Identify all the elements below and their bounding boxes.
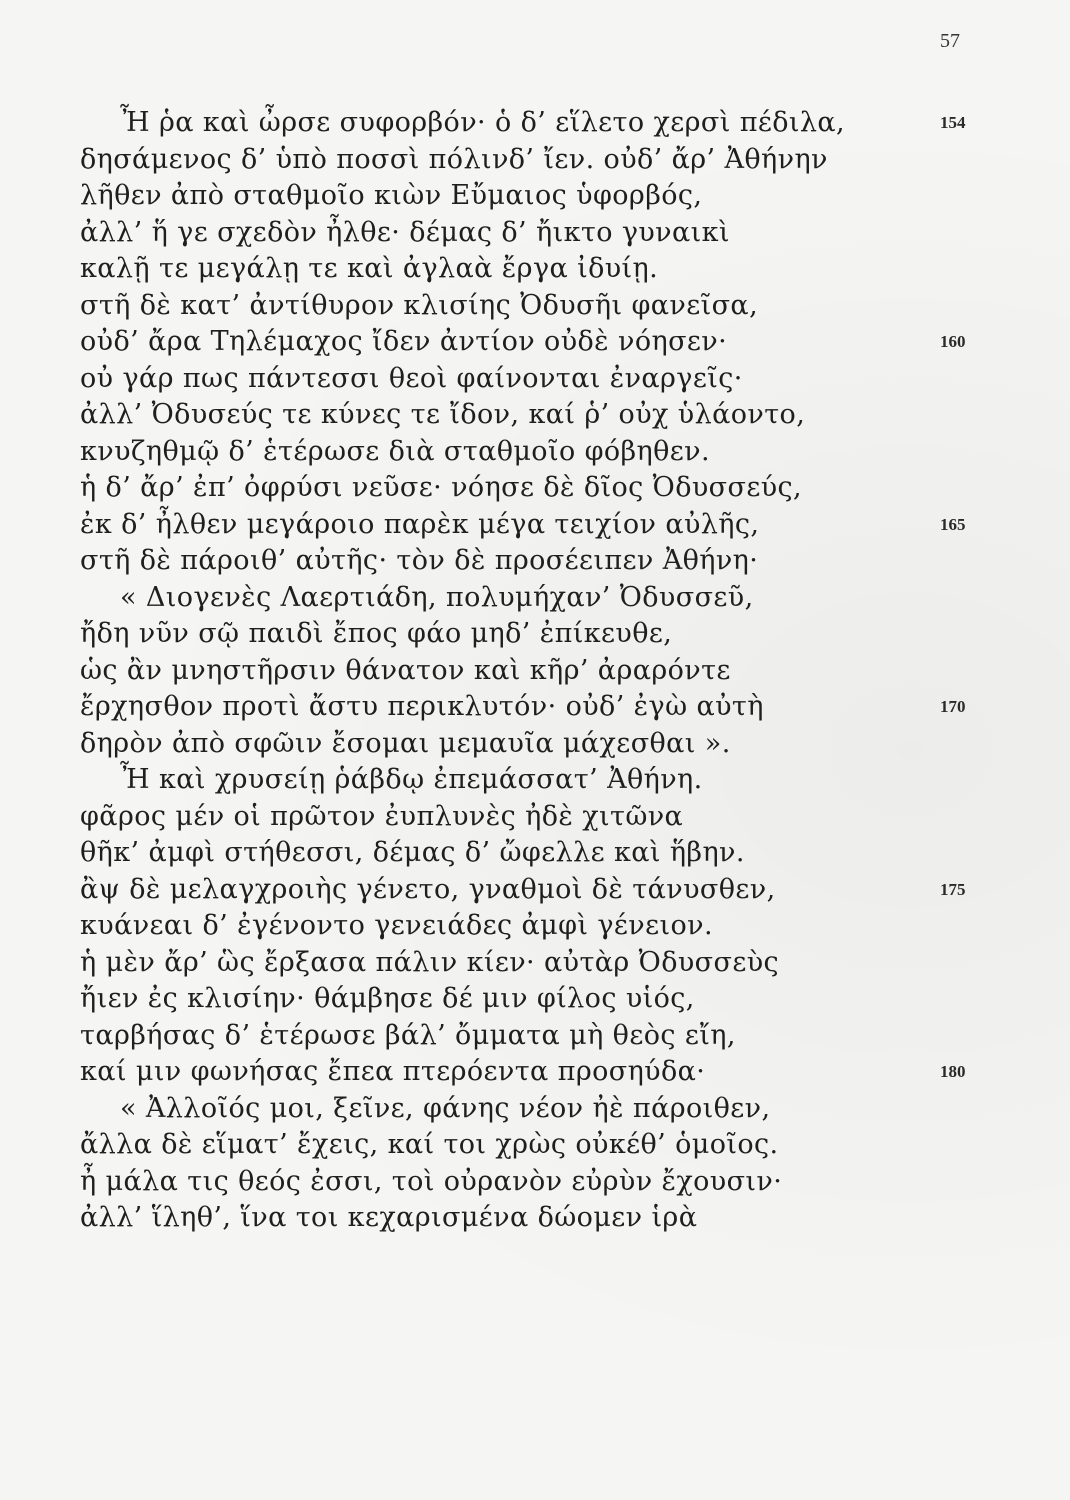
verse-text: ἂψ δὲ μελαγχροιὴς γένετο, γναθμοὶ δὲ τάνυσθεν, [80,873,776,905]
verse-text: Ἦ καὶ χρυσείῃ ῥάβδῳ ἐπεμάσσατ’ Ἀθήνη. [120,764,703,795]
verse-line [80,580,980,617]
verse-line [80,361,980,398]
verse-line [80,835,980,872]
verse-line [80,1200,980,1237]
verse-text: οὐ γάρ πως πάντεσσι θεοὶ φαίνονται ἐναργεῖς· [80,362,743,394]
verse-line [80,543,980,580]
verse-text: κυάνεαι δ’ ἐγένοντο γενειάδες ἀμφὶ γένειον. [80,910,713,941]
line-number: 165 [940,514,966,534]
verse-line [80,397,980,434]
verse-text: « Διογενὲς Λαερτιάδη, πολυμήχαν’ Ὀδυσσεῦ, [120,581,754,613]
verse-text: ἐκ δ’ ἦλθεν μεγάροιο παρὲκ μέγα τειχίον αὐλῆς, [80,508,760,540]
verse-line [80,215,980,252]
verse-text: ἄλλα δὲ εἵματ’ ἔχεις, καί τοι χρὼς οὐκέθ’ ὁμοῖος. [80,1129,779,1160]
verse-line [80,507,980,544]
line-number: 160 [940,332,966,351]
verse-text: ἀλλ’ ἥ γε σχεδὸν ἦλθε· δέμας δ’ ἤικτο γυναικὶ [80,216,730,248]
verse-line [80,872,980,909]
verse-line [80,653,980,690]
verse-text: Ἦ ῥα καὶ ὦρσε συφορβόν· ὁ δ’ εἵλετο χερσὶ πέδιλα, [120,107,846,138]
verse-text: δησάμενος δ’ ὑπὸ ποσσὶ πόλινδ’ ἴεν. οὐδ’ ἄρ’ Ἀθήνην [80,143,828,175]
verse-text: ἦ μάλα τις θεός ἐσσι, τοὶ οὐρανὸν εὐρὺν ἔχουσιν· [80,1165,783,1197]
line-number: 180 [940,1062,966,1081]
verse-text: λῆθεν ἀπὸ σταθμοῖο κιὼν Εὔμαιος ὑφορβός, [80,180,703,211]
verse-text: στῆ δὲ πάροιθ’ αὐτῆς· τὸν δὲ προσέειπεν Ἀθήνη· [80,545,759,576]
verse-line [80,324,980,361]
page-number: 57 [940,30,960,52]
verse-text-block [80,105,980,1237]
verse-line [80,178,980,215]
verse-line [80,1018,980,1055]
verse-text: ἤιεν ἐς κλισίην· θάμβησε δέ μιν φίλος υἱός, [80,983,695,1014]
verse-text: ἡ μὲν ἄρ’ ὣς ἔρξασα πάλιν κίεν· αὐτὰρ Ὀδυσσεὺς [80,946,780,978]
verse-line [80,1091,980,1128]
verse-text: φᾶρος μέν οἱ πρῶτον ἐυπλυνὲς ἠδὲ χιτῶνα [80,800,684,832]
verse-text: καλῇ τε μεγάλῃ τε καὶ ἀγλαὰ ἔργα ἰδυίῃ. [80,253,659,284]
verse-line [80,434,980,471]
verse-text: ὡς ἂν μνηστῆρσιν θάνατον καὶ κῆρ’ ἀραρόντε [80,654,731,686]
verse-line [80,251,980,288]
verse-line [80,1054,980,1091]
verse-line [80,1164,980,1201]
verse-line [80,105,980,142]
verse-line [80,616,980,653]
line-number: 170 [940,697,966,716]
verse-text: « Ἀλλοῖός μοι, ξεῖνε, φάνης νέον ἠὲ πάροιθεν, [120,1092,771,1124]
verse-text: καί μιν φωνήσας ἔπεα πτερόεντα προσηύδα· [80,1056,706,1087]
verse-text: ἀλλ’ Ὀδυσεύς τε κύνες τε ἴδον, καί ῥ’ οὐχ ὑλάοντο, [80,399,806,430]
verse-line [80,1127,980,1164]
verse-line [80,799,980,836]
verse-text: ἀλλ’ ἵληθ’, ἵνα τοι κεχαρισμένα δώομεν ἱρὰ [80,1202,698,1233]
verse-text: στῆ δὲ κατ’ ἀντίθυρον κλισίης Ὀδυσῆι φανεῖσα, [80,289,759,321]
verse-line [80,689,980,726]
verse-line [80,908,980,945]
line-number: 175 [940,879,966,899]
verse-text: ἔρχησθον προτὶ ἄστυ περικλυτόν· οὐδ’ ἐγὼ αὐτὴ [80,691,764,722]
verse-text: ἡ δ’ ἄρ’ ἐπ’ ὀφρύσι νεῦσε· νόησε δὲ δῖος Ὀδυσσεύς, [80,472,803,503]
verse-text: ἤδη νῦν σῷ παιδὶ ἔπος φάο μηδ’ ἐπίκευθε, [80,618,673,649]
line-number: 154 [940,113,966,132]
verse-line [80,142,980,179]
verse-line [80,981,980,1018]
verse-text: ταρβήσας δ’ ἑτέρωσε βάλ’ ὄμματα μὴ θεὸς εἴη, [80,1019,736,1051]
verse-text: κνυζηθμῷ δ’ ἑτέρωσε διὰ σταθμοῖο φόβηθεν. [80,435,710,467]
verse-text: θῆκ’ ἀμφὶ στήθεσσι, δέμας δ’ ὤφελλε καὶ ἥβην. [80,837,745,868]
verse-line [80,288,980,325]
verse-line [80,726,980,763]
verse-line [80,470,980,507]
verse-line [80,945,980,982]
verse-text: δηρὸν ἀπὸ σφῶιν ἔσομαι μεμαυῖα μάχεσθαι ». [80,727,731,759]
verse-text: οὐδ’ ἄρα Τηλέμαχος ἴδεν ἀντίον οὐδὲ νόησεν· [80,326,728,357]
verse-line [80,762,980,799]
